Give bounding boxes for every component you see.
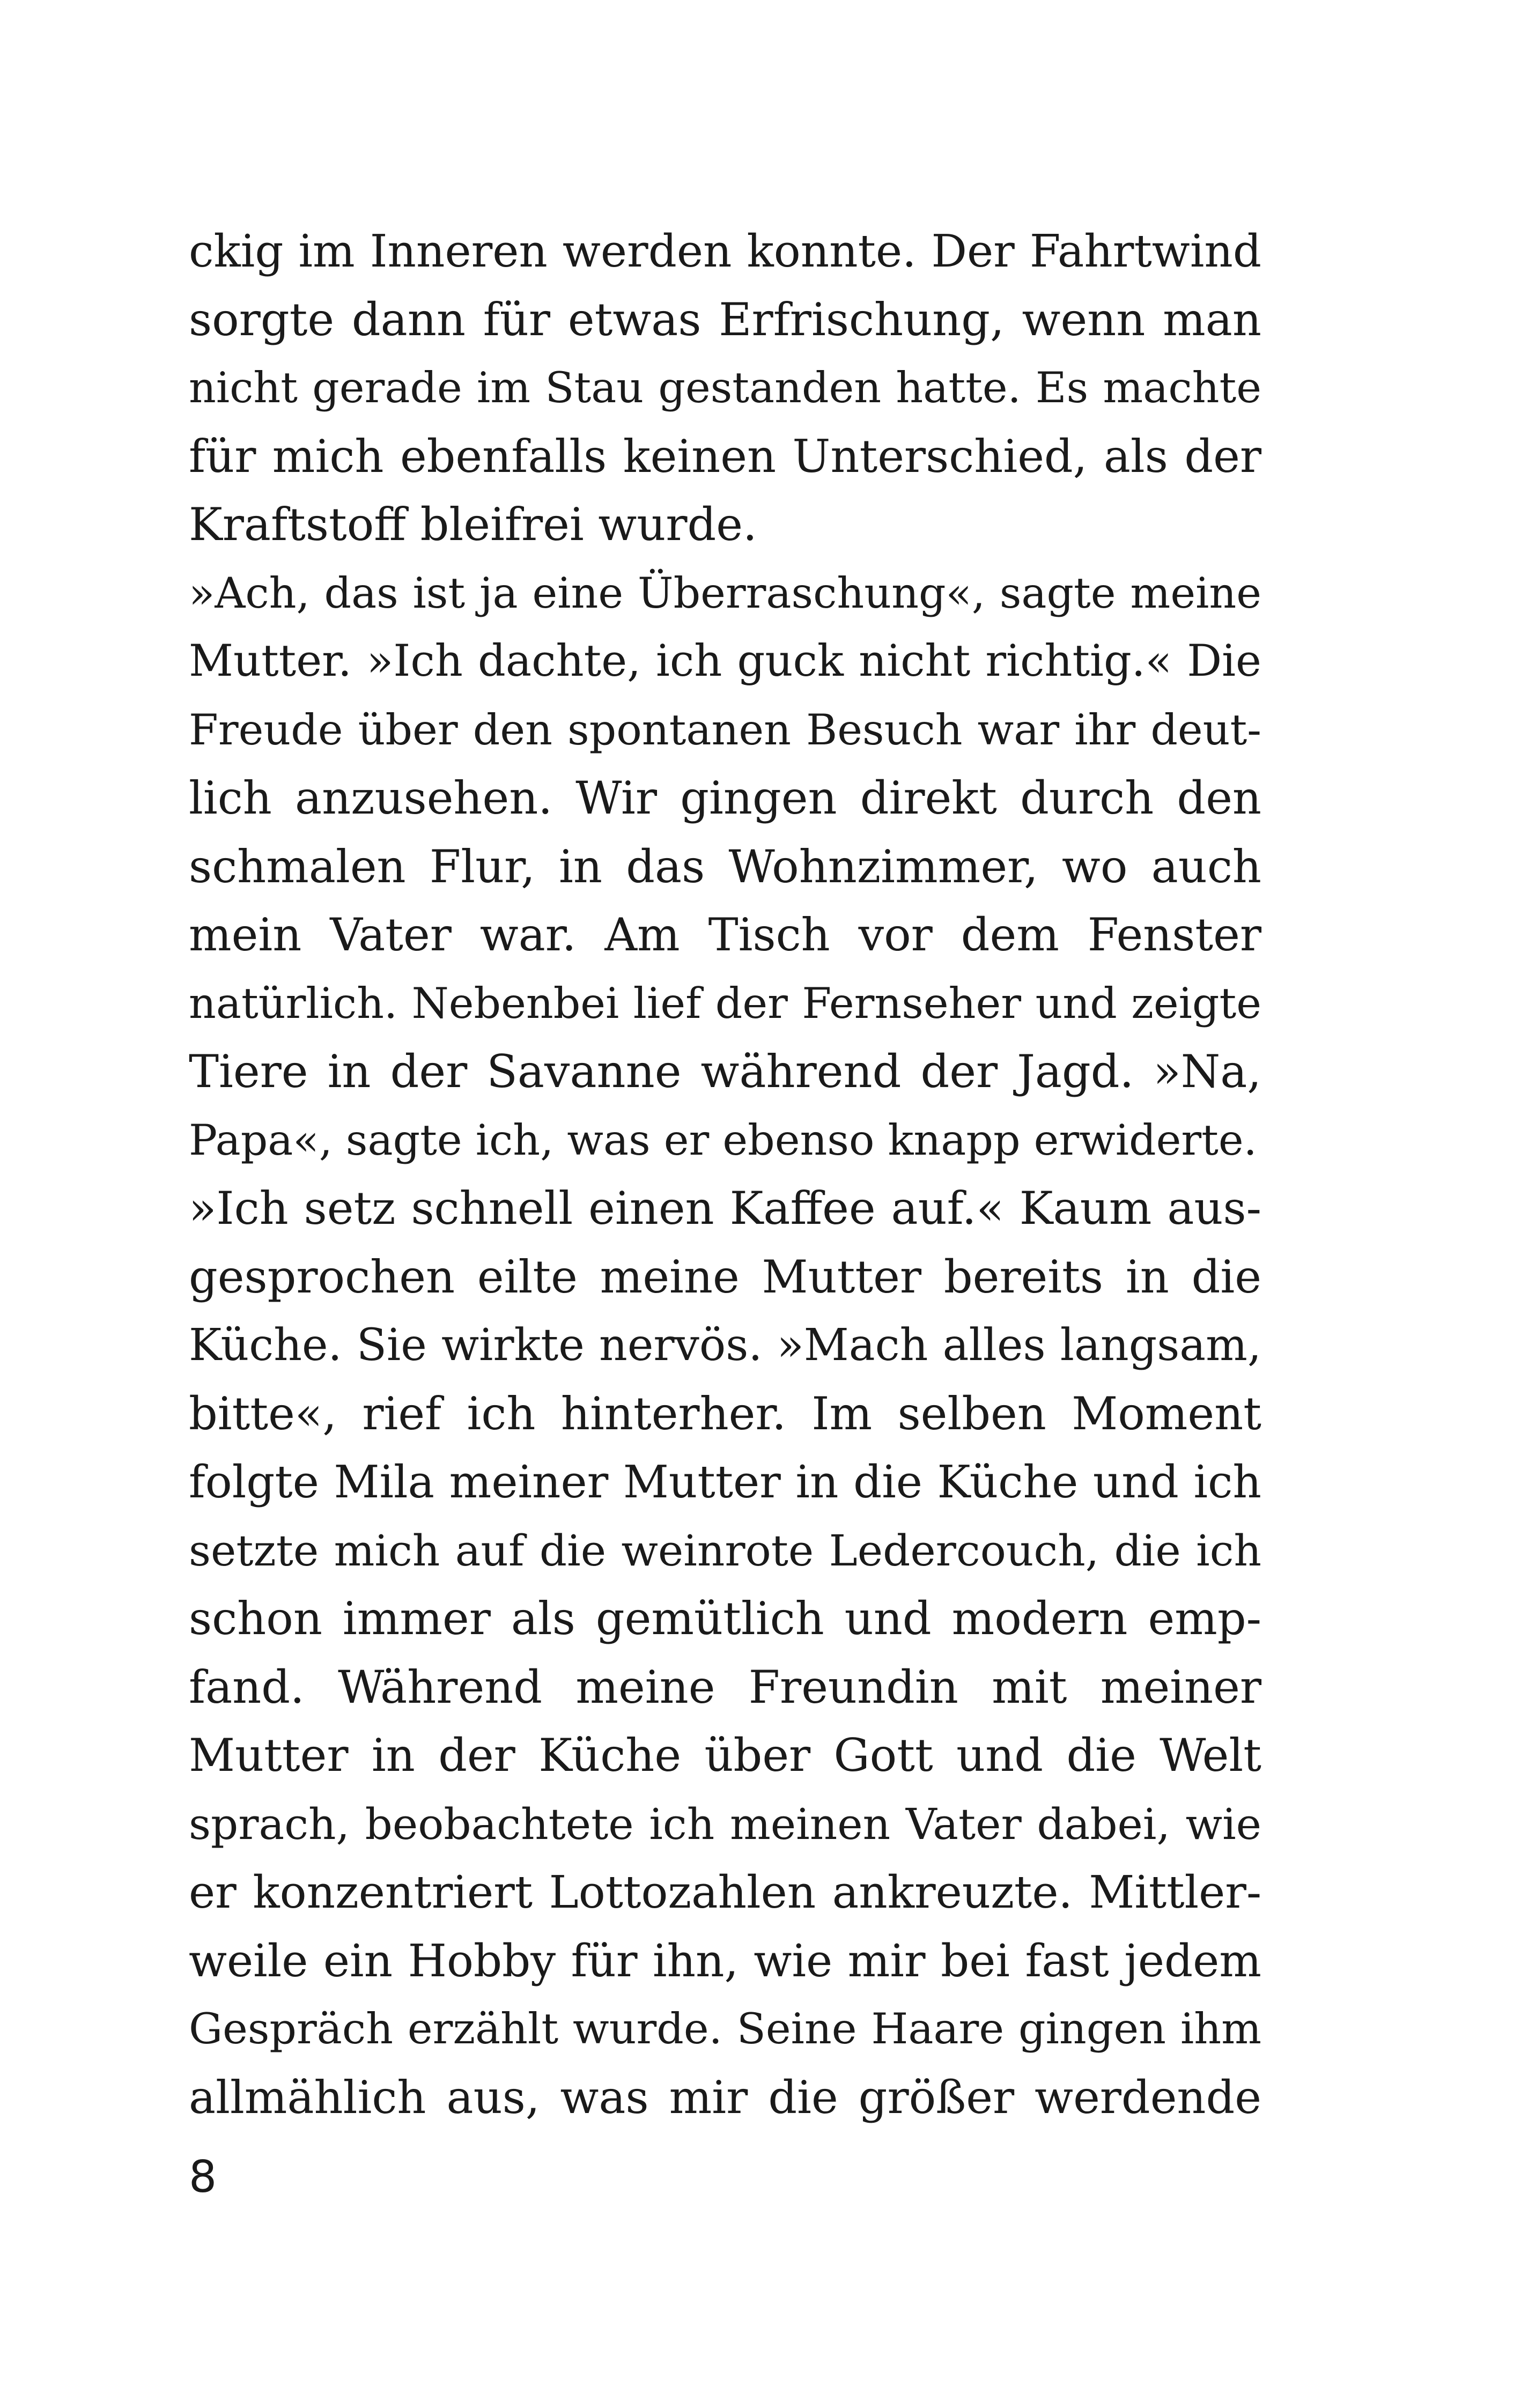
text-line: sprach, beobachtete ich meinen Vater dabei, wie	[189, 1799, 1261, 1849]
text-line: Küche. Sie wirkte nervös. »Mach alles langsam,	[189, 1320, 1261, 1371]
text-line: ckig im Inneren werden konnte. Der Fahrtwind	[189, 225, 1261, 277]
text-line: Gespräch erzählt wurde. Seine Haare gingen ihm	[189, 2004, 1261, 2054]
text-line: nicht gerade im Stau gestanden hatte. Es machte	[189, 363, 1261, 412]
text-line: Mutter in der Küche über Gott und die Welt	[189, 1729, 1261, 1782]
text-line: fand. Während meine Freundin mit meiner	[189, 1660, 1261, 1713]
text-line: setzte mich auf die weinrote Ledercouch, die ich	[189, 1525, 1261, 1576]
body-text	[189, 217, 1261, 2132]
text-line: Kraftstoff bleifrei wurde.	[189, 498, 757, 551]
text-line: Freude über den spontanen Besuch war ihr deut-	[189, 705, 1261, 755]
text-line: Tiere in der Savanne während der Jagd. »Na,	[189, 1045, 1261, 1098]
text-line: sorgte dann für etwas Erfrischung, wenn man	[189, 293, 1261, 346]
text-line: bitte«, rief ich hinterher. Im selben Moment	[189, 1387, 1261, 1440]
page-number: 8	[189, 2152, 217, 2203]
text-line: für mich ebenfalls keinen Unterschied, als der	[189, 430, 1261, 483]
text-line: allmählich aus, was mir die größer werdende	[189, 2071, 1261, 2124]
text-line: schon immer als gemütlich und modern emp-	[189, 1592, 1261, 1645]
text-line: »Ich setz schnell einen Kaffee auf.« Kaum aus-	[189, 1182, 1261, 1235]
text-line: »Ach, das ist ja eine Überraschung«, sagte meine	[189, 568, 1261, 618]
text-line: natürlich. Nebenbei lief der Fernseher und zeigte	[189, 978, 1261, 1028]
text-line: schmalen Flur, in das Wohnzimmer, wo auch	[189, 840, 1261, 893]
text-line: lich anzusehen. Wir gingen direkt durch den	[189, 772, 1261, 824]
text-line: er konzentriert Lottozahlen ankreuzte. Mittler-	[189, 1866, 1261, 1918]
text-line: folgte Mila meiner Mutter in die Küche und ich	[189, 1456, 1261, 1508]
text-line: mein Vater war. Am Tisch vor dem Fenster	[189, 908, 1261, 961]
text-line: gesprochen eilte meine Mutter bereits in die	[189, 1250, 1261, 1303]
text-line: Mutter. »Ich dachte, ich guck nicht richtig.« Die	[189, 636, 1261, 686]
text-line: Papa«, sagte ich, was er ebenso knapp erwiderte.	[189, 1115, 1257, 1165]
text-line: weile ein Hobby für ihn, wie mir bei fast jedem	[189, 1934, 1261, 1987]
